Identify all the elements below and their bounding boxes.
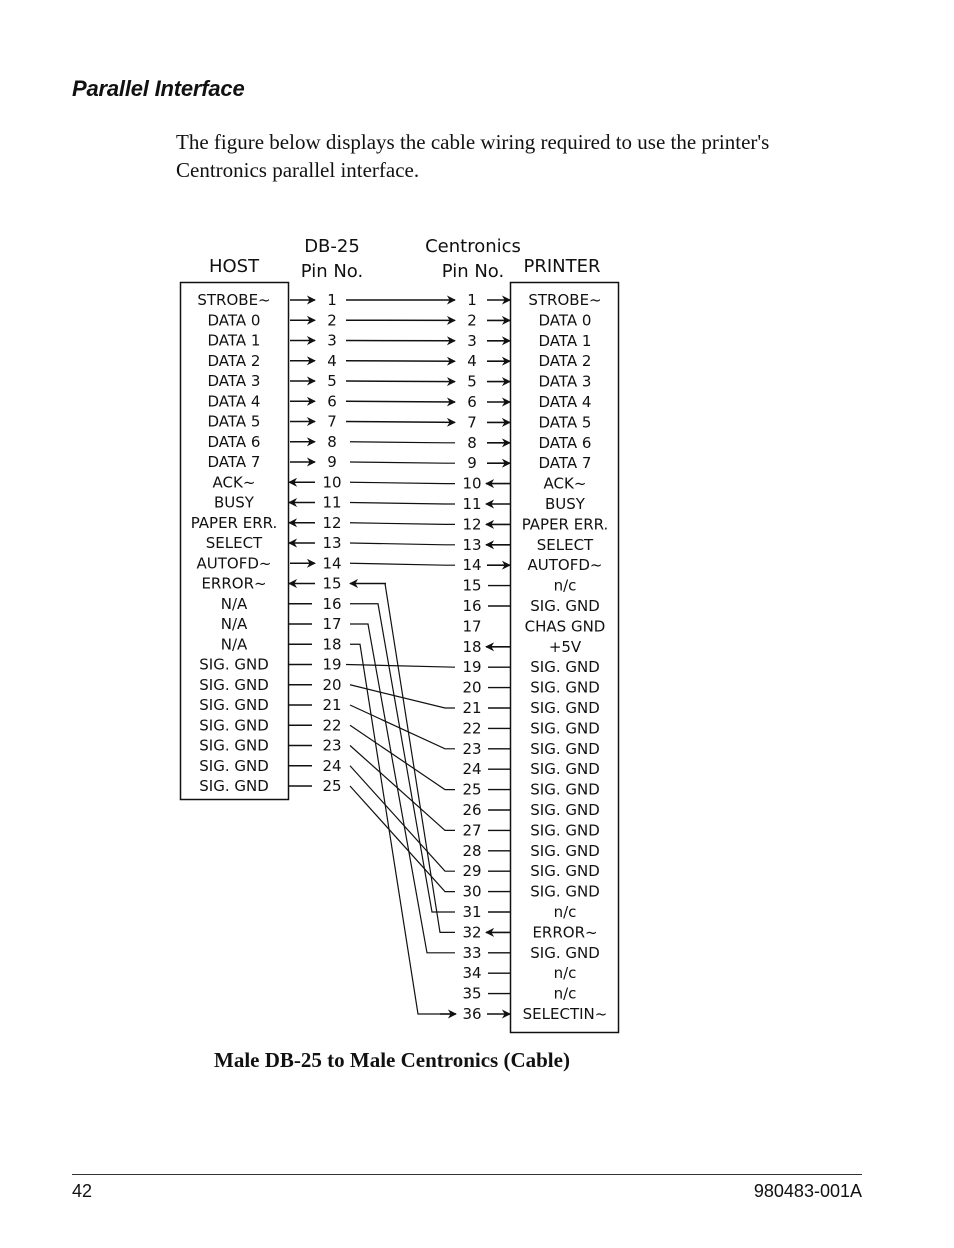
centronics-pin-number: 16 <box>462 597 482 615</box>
db25-pin-number: 6 <box>327 392 337 411</box>
wire-line <box>350 482 455 483</box>
footer-rule <box>72 1174 862 1175</box>
printer-signal-label: DATA 1 <box>538 331 592 350</box>
printer-signal-label: SIG. GND <box>530 841 600 860</box>
printer-signal-label: BUSY <box>545 495 585 513</box>
printer-signal-label: SIG. GND <box>530 699 600 717</box>
centronics-pin-number: 2 <box>467 311 477 330</box>
centronics-pin-number: 3 <box>467 331 477 350</box>
centronics-pin-number: 11 <box>462 495 482 513</box>
host-signal-label: DATA 1 <box>207 331 261 350</box>
host-signal-label: SIG. GND <box>199 756 269 775</box>
host-signal-label: DATA 0 <box>207 311 261 330</box>
printer-signal-label: DATA 2 <box>538 352 592 371</box>
printer-signal-label: +5V <box>548 637 582 656</box>
centronics-pin-number: 36 <box>462 1005 482 1023</box>
db25-pin-number: 18 <box>322 635 342 654</box>
printer-signal-label: SIG. GND <box>530 882 600 901</box>
printer-signal-label: SIG. GND <box>530 862 600 881</box>
wire-line <box>385 584 455 933</box>
wire-line <box>350 543 455 545</box>
centronics-pin-number: 5 <box>467 372 477 391</box>
printer-signal-label: n/c <box>553 984 577 1003</box>
section-title: Parallel Interface <box>72 76 245 101</box>
db25-pin-number: 4 <box>327 351 337 370</box>
host-signal-label: SIG. GND <box>199 696 269 714</box>
host-label: HOST <box>208 256 260 277</box>
printer-signal-label: DATA 0 <box>538 311 592 330</box>
host-signal-label: DATA 5 <box>207 412 261 431</box>
printer-signal-label: STROBE~ <box>528 291 602 309</box>
printer-signal-label: SIG. GND <box>530 719 600 738</box>
printer-signal-label: DATA 5 <box>538 413 592 432</box>
host-signal-label: DATA 6 <box>207 432 261 451</box>
host-signal-label: SIG. GND <box>199 736 269 755</box>
printer-signal-label: DATA 4 <box>538 393 592 411</box>
centronics-pin-number: 6 <box>467 393 477 411</box>
host-signal-label: SIG. GND <box>199 716 269 735</box>
centronics-pin-number: 29 <box>462 862 482 881</box>
figure-caption: Male DB-25 to Male Centronics (Cable) <box>214 1048 570 1072</box>
wire-line <box>350 462 455 463</box>
db25-pin-number: 9 <box>327 453 337 471</box>
db25-pin-number: 16 <box>322 594 342 613</box>
centronics-pin-number: 12 <box>462 515 482 534</box>
printer-signal-label: DATA 3 <box>538 372 592 391</box>
printer-signal-label: SIG. GND <box>530 943 600 962</box>
wire-line <box>350 725 455 789</box>
printer-signal-label: ERROR~ <box>532 923 598 942</box>
host-signal-label: DATA 3 <box>207 372 261 390</box>
host-signal-label: ACK~ <box>212 473 256 492</box>
db25-pin-number: 2 <box>327 311 337 330</box>
printer-signal-label: SIG. GND <box>530 658 600 677</box>
centronics-header-line1: Centronics <box>425 236 521 257</box>
printer-signal-label: SIG. GND <box>530 678 600 697</box>
wire-line <box>350 442 455 443</box>
centronics-pin-number: 27 <box>462 821 482 840</box>
wire-line <box>346 665 455 668</box>
wire-line <box>350 523 455 525</box>
db25-pin-number: 25 <box>322 777 342 795</box>
printer-signal-label: SIG. GND <box>530 780 600 799</box>
centronics-pin-number: 32 <box>462 923 482 942</box>
db25-pin-number: 19 <box>322 655 342 674</box>
centronics-pin-number: 17 <box>462 617 482 636</box>
printer-signal-label: DATA 6 <box>538 433 592 452</box>
wire-arrow <box>346 401 455 402</box>
db25-pin-number: 15 <box>322 574 342 593</box>
host-signal-label: N/A <box>220 635 248 654</box>
wire-line <box>350 644 455 1014</box>
printer-signal-label: ACK~ <box>543 474 587 493</box>
centronics-pin-number: 35 <box>462 984 482 1003</box>
centronics-pin-number: 10 <box>462 474 482 493</box>
db25-pin-number: 13 <box>322 534 342 552</box>
printer-signal-label: SELECTIN~ <box>522 1005 608 1023</box>
host-signal-label: AUTOFD~ <box>196 554 272 573</box>
centronics-pin-number: 25 <box>462 780 482 799</box>
host-signal-label: SIG. GND <box>199 777 269 795</box>
printer-signal-label: CHAS GND <box>524 617 606 636</box>
centronics-pin-number: 15 <box>462 576 482 595</box>
wire-line <box>350 624 455 953</box>
printer-signal-label: SIG. GND <box>530 739 600 758</box>
wire-line <box>350 563 455 565</box>
db25-pin-number: 10 <box>322 473 342 492</box>
centronics-pin-number: 14 <box>462 556 482 575</box>
db25-pin-number: 17 <box>322 615 342 633</box>
printer-signal-label: n/c <box>553 964 577 983</box>
printer-signal-label: AUTOFD~ <box>527 556 603 575</box>
db25-pin-number: 11 <box>322 493 342 512</box>
db25-pin-number: 21 <box>322 696 342 714</box>
printer-signal-label: n/c <box>553 576 577 595</box>
host-signal-label: ERROR~ <box>201 574 267 593</box>
page-number: 42 <box>72 1181 93 1201</box>
printer-label: PRINTER <box>523 256 601 277</box>
centronics-pin-number: 9 <box>467 454 477 473</box>
host-signal-label: SIG. GND <box>199 675 269 694</box>
centronics-pin-number: 8 <box>467 433 477 452</box>
centronics-pin-number: 20 <box>462 678 482 697</box>
host-signal-label: N/A <box>220 615 248 633</box>
host-signal-label: DATA 2 <box>207 351 261 370</box>
document-number: 980483-001A <box>753 1181 862 1201</box>
centronics-pin-number: 28 <box>462 841 482 860</box>
centronics-pin-number: 34 <box>462 964 482 983</box>
wire-line <box>350 604 455 912</box>
centronics-pin-number: 31 <box>462 903 482 921</box>
centronics-pin-number: 18 <box>462 637 482 656</box>
db25-pin-number: 1 <box>327 291 337 309</box>
db25-pin-number: 5 <box>327 372 337 390</box>
db25-header-line2: Pin No. <box>300 261 364 282</box>
centronics-pin-number: 7 <box>467 413 477 432</box>
wire-arrow <box>346 381 455 382</box>
centronics-pin-number: 13 <box>462 535 482 554</box>
centronics-pin-number: 26 <box>462 801 482 819</box>
db25-pin-number: 23 <box>322 736 342 755</box>
host-signal-label: PAPER ERR. <box>190 513 278 532</box>
centronics-header-line2: Pin No. <box>441 261 505 282</box>
db25-pin-number: 3 <box>327 331 337 350</box>
db25-header-line1: DB-25 <box>304 236 360 257</box>
db25-pin-number: 7 <box>327 412 337 431</box>
wire-arrow <box>346 422 455 423</box>
printer-signal-label: n/c <box>553 903 577 921</box>
centronics-pin-number: 33 <box>462 943 482 962</box>
centronics-pin-number: 22 <box>462 719 482 738</box>
host-signal-label: STROBE~ <box>197 291 271 309</box>
centronics-pin-number: 4 <box>467 352 477 371</box>
db25-pin-number: 8 <box>327 432 337 451</box>
printer-signal-label: SIG. GND <box>530 597 600 615</box>
host-signal-label: BUSY <box>214 493 254 512</box>
printer-signal-label: SIG. GND <box>530 801 600 819</box>
printer-signal-label: SIG. GND <box>530 821 600 840</box>
centronics-pin-number: 19 <box>462 658 482 677</box>
host-signal-label: DATA 7 <box>207 453 261 471</box>
centronics-pin-number: 1 <box>467 291 477 309</box>
db25-pin-number: 22 <box>322 716 342 735</box>
printer-signal-label: DATA 7 <box>538 454 592 473</box>
db25-pin-number: 24 <box>322 756 342 775</box>
host-signal-label: SELECT <box>205 534 263 552</box>
db25-pin-number: 12 <box>322 513 342 532</box>
printer-signal-label: SELECT <box>536 535 594 554</box>
wire-line <box>350 786 455 892</box>
printer-signal-label: PAPER ERR. <box>521 515 609 534</box>
centronics-pin-number: 23 <box>462 739 482 758</box>
intro-text: The figure below displays the cable wiring required to use the printer's Centronics parallel interface. <box>176 130 770 182</box>
centronics-pin-number: 30 <box>462 882 482 901</box>
centronics-pin-number: 24 <box>462 760 482 779</box>
db25-pin-number: 20 <box>322 675 342 694</box>
printer-signal-label: SIG. GND <box>530 760 600 779</box>
host-signal-label: SIG. GND <box>199 655 269 674</box>
host-signal-label: DATA 4 <box>207 392 261 411</box>
wire-line <box>350 503 455 505</box>
host-signal-label: N/A <box>220 594 248 613</box>
centronics-pin-number: 21 <box>462 699 482 717</box>
db25-pin-number: 14 <box>322 554 342 573</box>
